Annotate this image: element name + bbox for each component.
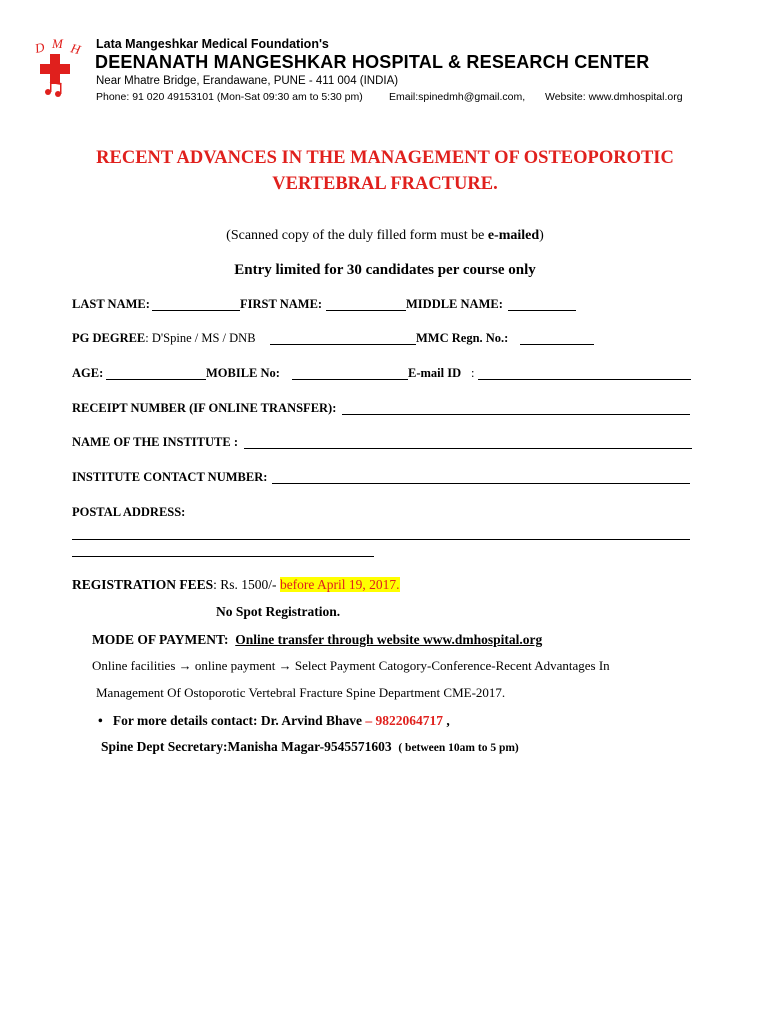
- pg-degree-row: PG DEGREE: D'Spine / MS / DNB: [72, 331, 256, 345]
- first-name-field[interactable]: [326, 310, 406, 311]
- svg-text:H: H: [69, 40, 83, 58]
- mobile-field[interactable]: [292, 379, 408, 380]
- online-instructions-1: Online facilities → online payment → Select Payment Catogory-Conference-Recent Advantages In: [92, 658, 610, 673]
- institute-contact-label: INSTITUTE CONTACT NUMBER:: [72, 470, 268, 484]
- pg-degree-field[interactable]: [270, 344, 416, 345]
- receipt-field[interactable]: [342, 414, 690, 415]
- postal-address-line-2[interactable]: [72, 556, 374, 557]
- page-title: [0, 145, 770, 197]
- contact-line: • For more details contact: Dr. Arvind Bhave – 9822064717 ,: [98, 713, 450, 728]
- no-spot-registration: No Spot Registration.: [216, 604, 341, 619]
- secretary-hours: ( between 10am to 5 pm): [398, 742, 519, 754]
- postal-address-line-1[interactable]: [72, 539, 690, 540]
- email-note: (Scanned copy of the duly filled form must be e-mailed): [226, 228, 544, 243]
- foundation-name: Lata Mangeshkar Medical Foundation's: [96, 37, 329, 51]
- entry-limit: Entry limited for 30 candidates per course only: [234, 262, 536, 278]
- online-instructions-2: Management Of Ostoporotic Vertebral Fracture Spine Department CME-2017.: [96, 685, 506, 700]
- email-label: E-mail ID: [408, 366, 462, 380]
- bullet-icon: •: [98, 713, 113, 728]
- mmc-field[interactable]: [520, 344, 594, 345]
- last-name-field[interactable]: [152, 310, 240, 311]
- institute-label: NAME OF THE INSTITUTE :: [72, 435, 239, 449]
- first-name-label: FIRST NAME:: [240, 297, 323, 311]
- email-field[interactable]: [478, 379, 691, 380]
- institute-field[interactable]: [244, 448, 692, 449]
- title-line-2: VERTEBRAL FRACTURE.: [272, 174, 498, 194]
- payment-link[interactable]: Online transfer through website www.dmhospital.org: [235, 632, 543, 647]
- secretary-line: Spine Dept Secretary:Manisha Magar-9545571603 ( between 10am to 5 pm): [101, 739, 519, 754]
- hospital-email: Email:spinedmh@gmail.com,: [389, 91, 526, 103]
- payment-mode: MODE OF PAYMENT: Online transfer through website www.dmhospital.org: [92, 632, 543, 647]
- mmc-label: MMC Regn. No.:: [416, 331, 509, 345]
- hospital-phone: Phone: 91 020 49153101 (Mon-Sat 09:30 am to 5:30 pm): [96, 91, 363, 103]
- svg-text:D: D: [33, 39, 46, 56]
- institute-contact-field[interactable]: [272, 483, 690, 484]
- postal-address-label: POSTAL ADDRESS:: [72, 505, 186, 519]
- svg-text:M: M: [52, 38, 63, 51]
- email-colon: :: [471, 366, 475, 380]
- contact-phone: – 9822064717: [365, 713, 447, 728]
- mobile-label: MOBILE No:: [206, 366, 280, 380]
- middle-name-field[interactable]: [508, 310, 576, 311]
- hospital-website: Website: www.dmhospital.org: [545, 91, 683, 103]
- age-field[interactable]: [106, 379, 206, 380]
- age-label: AGE:: [72, 366, 104, 380]
- receipt-label: RECEIPT NUMBER (IF ONLINE TRANSFER):: [72, 401, 337, 415]
- registration-fees: REGISTRATION FEES: Rs. 1500/- before April 19, 2017.: [72, 577, 400, 592]
- last-name-label: LAST NAME:: [72, 297, 150, 311]
- middle-name-label: MIDDLE NAME:: [406, 297, 503, 311]
- hospital-logo: [30, 38, 90, 100]
- fees-deadline: before April 19, 2017.: [279, 577, 400, 592]
- title-line-1: RECENT ADVANCES IN THE MANAGEMENT OF OSTEOPOROTIC: [96, 148, 674, 168]
- hospital-address: Near Mhatre Bridge, Erandawane, PUNE - 411 004 (INDIA): [96, 75, 399, 87]
- hospital-name: DEENANATH MANGESHKAR HOSPITAL & RESEARCH CENTER: [95, 52, 650, 72]
